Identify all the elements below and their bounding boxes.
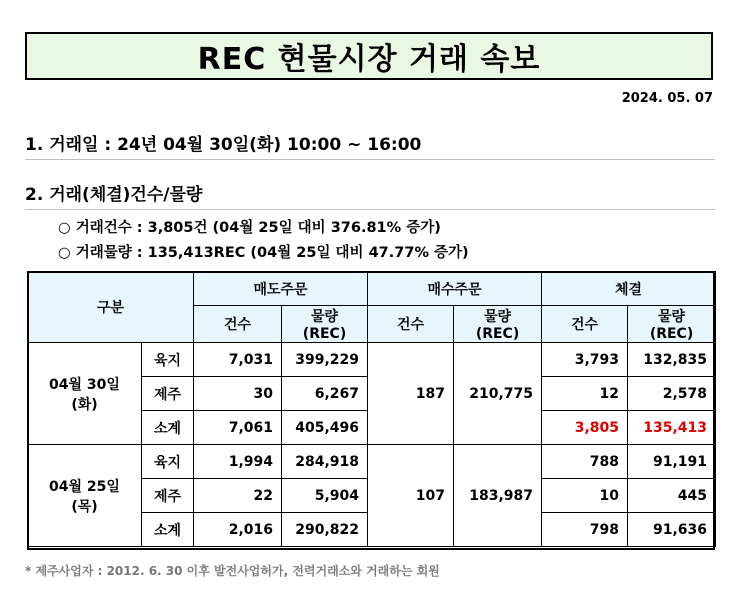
deal-count: 12 xyxy=(542,377,628,411)
header-sell-order: 매도주문 xyxy=(194,272,368,306)
sell-volume: 399,229 xyxy=(282,343,368,377)
row-label: 제주 xyxy=(142,479,194,513)
sell-volume: 5,904 xyxy=(282,479,368,513)
header-gubun: 구분 xyxy=(28,272,194,343)
buy-count: 107 xyxy=(368,445,454,547)
subheader-buy-volume: 물량 (REC) xyxy=(454,306,542,343)
report-title: REC 현물시장 거래 속보 xyxy=(25,32,713,80)
row-label: 제주 xyxy=(142,377,194,411)
deal-count-highlight: 3,805 xyxy=(542,411,628,445)
trade-volume-heading: 2. 거래(체결)건수/물량 xyxy=(25,180,715,210)
sell-count: 2,016 xyxy=(194,513,282,547)
sell-volume: 290,822 xyxy=(282,513,368,547)
subheader-deal-count: 건수 xyxy=(542,306,628,343)
deal-count: 10 xyxy=(542,479,628,513)
deal-volume: 91,191 xyxy=(628,445,716,479)
header-buy-order: 매수주문 xyxy=(368,272,542,306)
deal-volume: 91,636 xyxy=(628,513,716,547)
row-label: 육지 xyxy=(142,445,194,479)
rec-trade-table xyxy=(27,271,716,547)
table-row xyxy=(28,445,716,479)
deal-volume: 2,578 xyxy=(628,377,716,411)
deal-volume-highlight: 135,413 xyxy=(628,411,716,445)
group-date: 04월 25일(목) xyxy=(28,445,142,547)
report-date: 2024. 05. 07 xyxy=(621,91,713,106)
row-label: 소계 xyxy=(142,411,194,445)
deal-count: 798 xyxy=(542,513,628,547)
deal-volume: 445 xyxy=(628,479,716,513)
sell-volume: 6,267 xyxy=(282,377,368,411)
subheader-sell-count: 건수 xyxy=(194,306,282,343)
header-deal: 체결 xyxy=(542,272,716,306)
buy-volume: 210,775 xyxy=(454,343,542,445)
sell-volume: 405,496 xyxy=(282,411,368,445)
sell-count: 7,031 xyxy=(194,343,282,377)
row-label: 육지 xyxy=(142,343,194,377)
sell-volume: 284,918 xyxy=(282,445,368,479)
buy-volume: 183,987 xyxy=(454,445,542,547)
sell-count: 30 xyxy=(194,377,282,411)
buy-count: 187 xyxy=(368,343,454,445)
deal-volume: 132,835 xyxy=(628,343,716,377)
row-label: 소계 xyxy=(142,513,194,547)
subheader-deal-volume: 물량 (REC) xyxy=(628,306,716,343)
sell-count: 1,994 xyxy=(194,445,282,479)
subheader-buy-count: 건수 xyxy=(368,306,454,343)
sell-count: 22 xyxy=(194,479,282,513)
footnote: * 제주사업자 : 2012. 6. 30 이후 발전사업허가, 전력거래소와 거래하는 회원 xyxy=(25,564,440,578)
trade-volume-bullet: ○ 거래물량 : 135,413REC (04월 25일 대비 47.77% 증가) xyxy=(58,245,469,261)
deal-count: 788 xyxy=(542,445,628,479)
trade-count-bullet: ○ 거래건수 : 3,805건 (04월 25일 대비 376.81% 증가) xyxy=(58,220,441,236)
sell-count: 7,061 xyxy=(194,411,282,445)
deal-count: 3,793 xyxy=(542,343,628,377)
group-date: 04월 30일(화) xyxy=(28,343,142,445)
table-row xyxy=(28,343,716,377)
trade-date-heading: 1. 거래일 : 24년 04월 30일(화) 10:00 ~ 16:00 xyxy=(25,130,715,160)
subheader-sell-volume: 물량 (REC) xyxy=(282,306,368,343)
